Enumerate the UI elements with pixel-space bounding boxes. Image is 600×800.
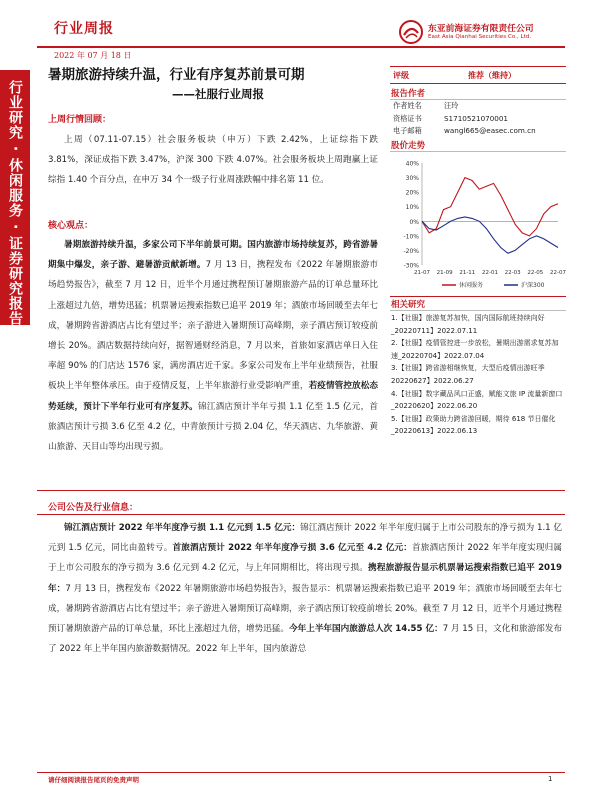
chart-heading: 股价走势 (391, 141, 426, 151)
news-tourism-text: 7 月 15 日，文化和旅游部发布了 2022 年上半年国内旅游数据情况。2022 年上半年，国内旅游总 (48, 624, 562, 655)
x-tick-label: 22-03 (504, 270, 521, 276)
y-tick-label: 0% (409, 218, 419, 226)
news-tourism-title: 今年上半年国内旅游总人次 14.55 亿： (289, 624, 443, 635)
core-view-lead: 暑期旅游持续升温，多家公司下半年前景可期。国内旅游市场持续复苏，跨省游暑期集中爆发，亲子游、避暑游贡献新增。 (48, 240, 378, 271)
analyst-email[interactable]: wangl665@easec.com.cn (444, 126, 536, 135)
analyst-info (393, 100, 565, 138)
page-number: 1 (548, 775, 553, 783)
x-tick-label: 22-01 (482, 270, 498, 276)
section-divider (37, 490, 565, 491)
related-item[interactable]: 2.【社服】疫情管控进一步放松，暑期出游需求复苏加速_20220704】2022.07.04 (391, 339, 559, 360)
page-title: 暑期旅游持续升温，行业有序复苏前景可期 (48, 67, 305, 83)
weekly-review-heading: 上周行情回顾： (48, 115, 112, 125)
legend-label: 沪深300 (521, 282, 545, 289)
report-date: 2022 年 07 月 18 日 (54, 51, 132, 60)
y-tick-label: 30% (405, 175, 419, 183)
company-news-text (48, 518, 562, 659)
core-view-outlook: 若疫情管控放松态势延续，预计下半年行业可有序复苏。 (48, 381, 378, 412)
related-rule-top (390, 296, 566, 297)
series-line-industry (422, 178, 558, 236)
x-tick-label: 22-05 (527, 270, 544, 276)
weekly-review-text: 上周（07.11-07.15）社会服务板块（申万）下跌 2.42%，上证综指下跌 3.81%，深证成指下跌 3.47%，沪深 300 下跌 4.07%。社会服务板块上周跑赢上证综指 1.40 个百分点，在申万 34 个一级子行业周涨跌幅中排名第 11 位。 (48, 135, 378, 186)
analyst-heading: 报告作者 (391, 89, 426, 99)
analyst-cert-label: 资格证书 (393, 113, 422, 123)
company-logo-icon (398, 19, 424, 45)
related-item[interactable]: 5.【社服】政策助力跨省游回暖，期待 618 节日催化_20220613】2022.06.13 (391, 414, 556, 436)
analyst-name: 汪玲 (444, 101, 459, 110)
legend-label: 休闲服务 (459, 282, 484, 289)
news-ctrip-title: 携程旅游报告显示机票暑运搜索指数已追平 2019 年： (48, 563, 563, 594)
related-item[interactable]: 1.【社服】旅游复苏加快，国内国际航班持续向好_20220711】2022.07.11 (391, 314, 545, 335)
rating-rule-top (390, 66, 566, 67)
series-line-index (422, 217, 558, 253)
news-shoulu-text: 首旅酒店预计 2022 年半年度实现归属于上市公司股东的净亏损为 3.6 亿元到 4.2 亿元，与上年同期相比，将出现亏损。 (48, 543, 562, 574)
section-divider-2 (37, 514, 565, 515)
y-tick-label: 20% (405, 189, 419, 197)
analyst-email-label: 电子邮箱 (393, 126, 422, 135)
y-tick-label: -10% (403, 233, 419, 241)
rating-label: 评级 (393, 71, 409, 80)
x-tick-label: 21-09 (436, 270, 453, 276)
footer-rule (37, 772, 565, 773)
page-subtitle: ——社服行业周报 (172, 87, 264, 101)
y-tick-label: 10% (405, 204, 419, 212)
news-jinjiang-text: 锦江酒店预计 2022 年半年度归属于上市公司股东的净亏损为 1.1 亿元到 1.5 亿元，同比由盈转亏。 (48, 523, 562, 554)
news-jinjiang-title: 锦江酒店预计 2022 年半年度净亏损 1.1 亿元到 1.5 亿元： (64, 523, 301, 533)
company-name-cn: 东亚前海证券有限责任公司 (428, 24, 534, 34)
rating-value: 推荐（维持） (468, 71, 516, 80)
company-news-heading: 公司公告及行业信息： (48, 503, 139, 513)
y-tick-label: -30% (403, 262, 419, 270)
rating-rule-bottom (390, 83, 566, 84)
footer-disclaimer[interactable]: 请仔细阅读报告尾页的免责声明 (48, 776, 139, 784)
core-view-body: 7 月 13 日，携程发布《2022 年暑期旅游市场趋势报告》，截至 7 月 12 日，近半个月通过携程预订暑期旅游产品的订单总量环比上涨超过九倍，增势迅猛；机票暑运搜索指数已追平 2019 年；酒旅市场回暖至去年七成，暑期跨省游酒店占比有望过半；亲子游进入暑期预订高峰期，亲子酒店预订较疫前增长 20%。酒店数据持续向好，据智通财经消息，7 月以来，首旅如家酒店单日入住率超 90% 的门店达 1576 家，满房酒店近千家。多家公司发布上半年业绩预告，社服板块上半年整体承压。由于疫情反复，上半年旅游行业受影响严重， (48, 260, 378, 392)
x-tick-label: 21-11 (459, 270, 476, 276)
core-view-losses: 锦江酒店预计半年亏损 1.1 亿至 1.5 亿元，首旅酒店预计亏损 3.6 亿至 4.2 亿，中青旅预计亏损 2.04 亿，华天酒店、九华旅游、黄山旅游、天目山等均出现亏损。 (48, 401, 378, 453)
related-item[interactable]: 3.【社服】跨省游相继恢复，大型后疫情出游旺季 20220627】2022.06.27 (391, 364, 545, 385)
related-list (391, 312, 563, 438)
analyst-name-label: 作者姓名 (393, 101, 422, 110)
news-shoulu-title: 首旅酒店预计 2022 年半年度净亏损 3.6 亿元至 4.2 亿元： (172, 543, 412, 554)
news-ctrip-text: 7 月 13 日，携程发布《2022 年暑期旅游市场趋势报告》，报告显示：机票暑运搜索指数已追平 2019 年；酒旅市场回暖至去年七成，暑期跨省游酒店占比有望过半；亲子游进入暑期预订高峰期，亲子酒店预订较疫前增长 20%。截至 7 月 12 日，近半个月通过携程预订暑期旅游产品的订单总量，环比上涨超过九倍，增势迅猛。 (48, 583, 562, 635)
related-heading: 相关研究 (391, 300, 426, 310)
company-logo (398, 17, 568, 47)
report-type: 行业周报 (54, 21, 114, 37)
analyst-cert: S1710521070001 (444, 113, 509, 123)
y-tick-label: 40% (405, 160, 419, 168)
related-item[interactable]: 4.【社服】数字藏品风口正盛，赋能文旅 IP 流量新窗口_20220620】2022.06.20 (391, 389, 563, 411)
chart-rule (390, 151, 566, 152)
core-view-text (48, 235, 378, 457)
y-tick-label: -20% (403, 247, 419, 255)
side-banner-text: 行业研究 · 休闲服务 · 证券研究报告 (7, 80, 23, 327)
stock-price-chart (390, 153, 566, 295)
x-tick-label: 21-07 (414, 270, 430, 276)
company-name-en: East Asia Qianhai Securities Co., Ltd. (428, 34, 532, 40)
related-rule (390, 310, 566, 311)
x-tick-label: 22-07 (550, 270, 566, 276)
core-view-heading: 核心观点： (48, 221, 94, 231)
